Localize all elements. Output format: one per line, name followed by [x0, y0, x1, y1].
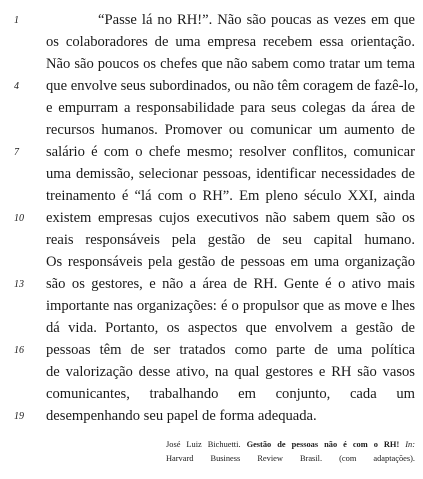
- text-line-7: salário é com o chefe mesmo; resolver conflitos, comunicar: [46, 144, 415, 160]
- line-number: 7: [14, 147, 19, 158]
- text-line-1: “Passe lá no RH!”. Não são poucas as vezes em que: [98, 12, 415, 28]
- text-line-17: de valorização desse ativo, na qual gestores e RH são vasos: [46, 364, 415, 380]
- text-line-11: reais responsáveis pela gestão de seu capital humano.: [46, 232, 415, 248]
- line-number: 16: [14, 345, 24, 356]
- text-line-15: dá vida. Portanto, os aspectos que envolvem a gestão de: [46, 320, 415, 336]
- source-citation-line-2: [166, 453, 415, 465]
- source-citation-line-1: [166, 439, 415, 451]
- text-line-12: Os responsáveis pela gestão de pessoas em uma organização: [46, 254, 415, 270]
- text-line-13: são os gestores, e não a área de RH. Gente é o ativo mais: [46, 276, 415, 292]
- line-number: 4: [14, 81, 19, 92]
- source-author: José Luiz Bichuetti.: [166, 440, 241, 449]
- text-line-16: pessoas têm de ser tratados como parte de uma política: [46, 342, 415, 358]
- text-line-3: Não são poucos os chefes que não sabem como tratar um tema: [46, 56, 415, 72]
- line-number: 13: [14, 279, 24, 290]
- source-in-label: In:: [405, 440, 416, 449]
- text-line-14: importante nas organizações: é o propulsor que as move e lhes: [46, 298, 415, 314]
- source-note: (com adaptações).: [339, 454, 416, 463]
- line-number: 10: [14, 213, 24, 224]
- text-line-4: que envolve seus subordinados, ou não têm coragem de fazê-lo,: [46, 78, 419, 94]
- text-line-10: existem empresas cujos executivos não sabem quem são os: [46, 210, 415, 226]
- text-line-9: treinamento é “lá com o RH”. Em pleno século XXI, ainda: [46, 188, 415, 204]
- text-line-2: os colaboradores de uma empresa recebem essa orientação.: [46, 34, 415, 50]
- text-line-6: recursos humanos. Promover ou comunicar um aumento de: [46, 122, 415, 138]
- text-line-19: desempenhando seu papel de forma adequada.: [46, 408, 317, 424]
- line-number: 1: [14, 15, 19, 26]
- source-title: Gestão de pessoas não é com o RH!: [246, 440, 400, 449]
- source-publication: Harvard Business Review Brasil.: [166, 454, 323, 463]
- text-line-18: comunicantes, trabalhando em conjunto, cada um: [46, 386, 415, 402]
- text-line-8: uma demissão, selecionar pessoas, identificar necessidades de: [46, 166, 415, 182]
- line-number: 19: [14, 411, 24, 422]
- text-line-5: e empurram a responsabilidade para seus colegas da área de: [46, 100, 415, 116]
